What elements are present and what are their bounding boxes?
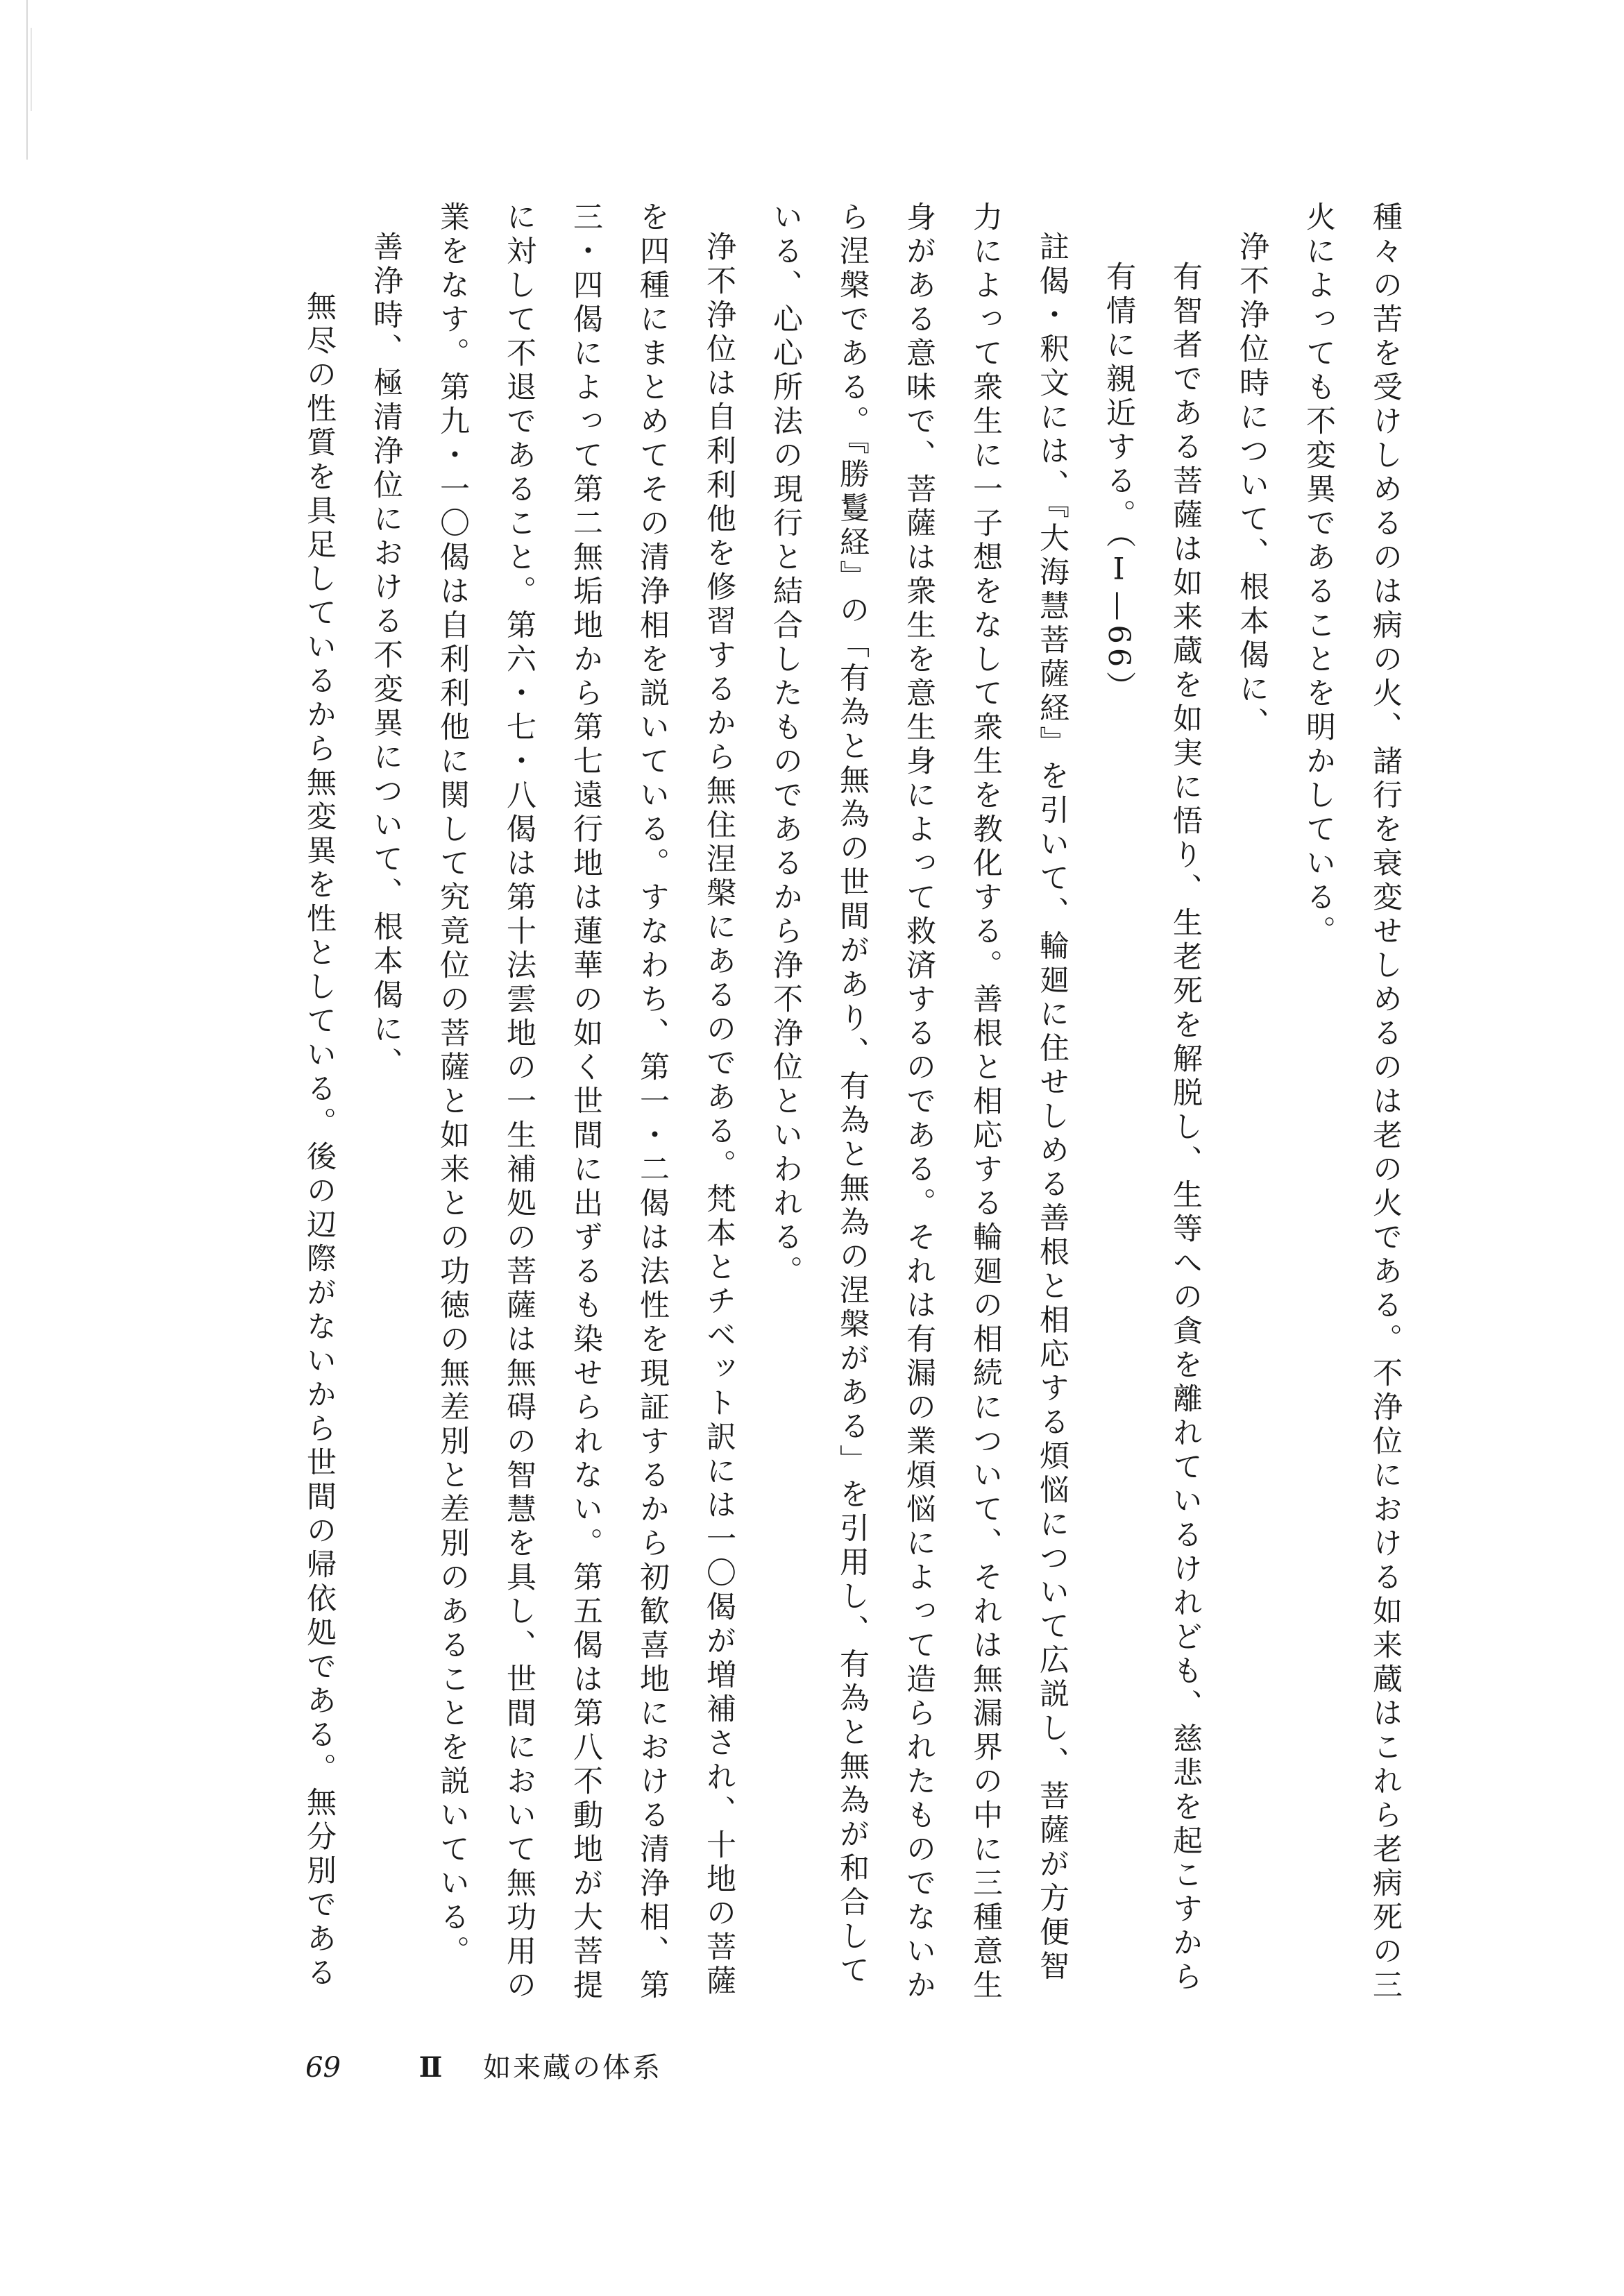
page-number: 69	[305, 2052, 341, 2084]
paragraph: 浄不浄位は自利利他を修習するから無住涅槃にあるのである。梵本とチベット訳には一〇偈が増補され、十地の菩薩を四種にまとめてその清浄相を説いている。すなわち、第一・二偈は法性を現証するから初歓喜地における清浄相、第三・四偈によって第二無垢地から第七遠行地は蓮華の如く世間に出ずるも染せられない。第五偈は第八不動地が大菩提に対して不退であること。第六・七・八偈は第十法雲地の一生補処の菩薩は無碍の智慧を具し、世間において無功用の業をなす。第九・一〇偈は自利利他に関して究竟位の菩薩と如来との功徳の無差別と差別のあることを説いている。	[435, 201, 736, 2003]
chapter-numeral: Ⅱ	[418, 2051, 443, 2084]
paragraph: 種々の苦を受けしめるのは病の火、諸行を衰変せしめるのは老の火である。不浄位における如来蔵はこれら老病死の三火によっても不変異であることを明かしている。	[1301, 201, 1403, 2003]
paragraph: 善浄時、極清浄位における不変異について、根本偈に、	[369, 231, 403, 1081]
page-footer	[305, 2046, 662, 2085]
quoted-verse: 無尽の性質を具足しているから無変異を性としている。後の辺際がないから世間の帰依処である。無分別である	[302, 291, 337, 1991]
paragraph: 註偈・釈文には、『大海慧菩薩経』を引いて、輪廻に住せしめる善根と相応する煩悩について広説し、菩薩が方便智力によって衆生に一子想をなして衆生を教化する。善根と相応する輪廻の相続について、それは無漏界の中に三種意生身がある意味で、菩薩は衆生を意生身によって救済するのである。それは有漏の業煩悩によって造られたものでないから涅槃である。『勝鬘経』の「有為と無為の世間があり、有為と無為の涅槃がある」を引用し、有為と無為が和合している、心心所法の現行と結合したものであるから浄不浄位といわれる。	[768, 201, 1069, 2003]
scan-edge-mark	[31, 28, 32, 111]
scan-edge-mark	[26, 0, 28, 160]
paragraph: 浄不浄位時について、根本偈に、	[1235, 231, 1269, 741]
quoted-verse: 有智者である菩薩は如来蔵を如実に悟り、生老死を解脱し、生等への貪を離れているけれども、慈悲を起こすから有情に親近する。（Ⅰ—66）	[1101, 261, 1203, 1995]
chapter-title: 如来蔵の体系	[483, 2052, 663, 2084]
vertical-body-text	[225, 201, 1419, 2005]
